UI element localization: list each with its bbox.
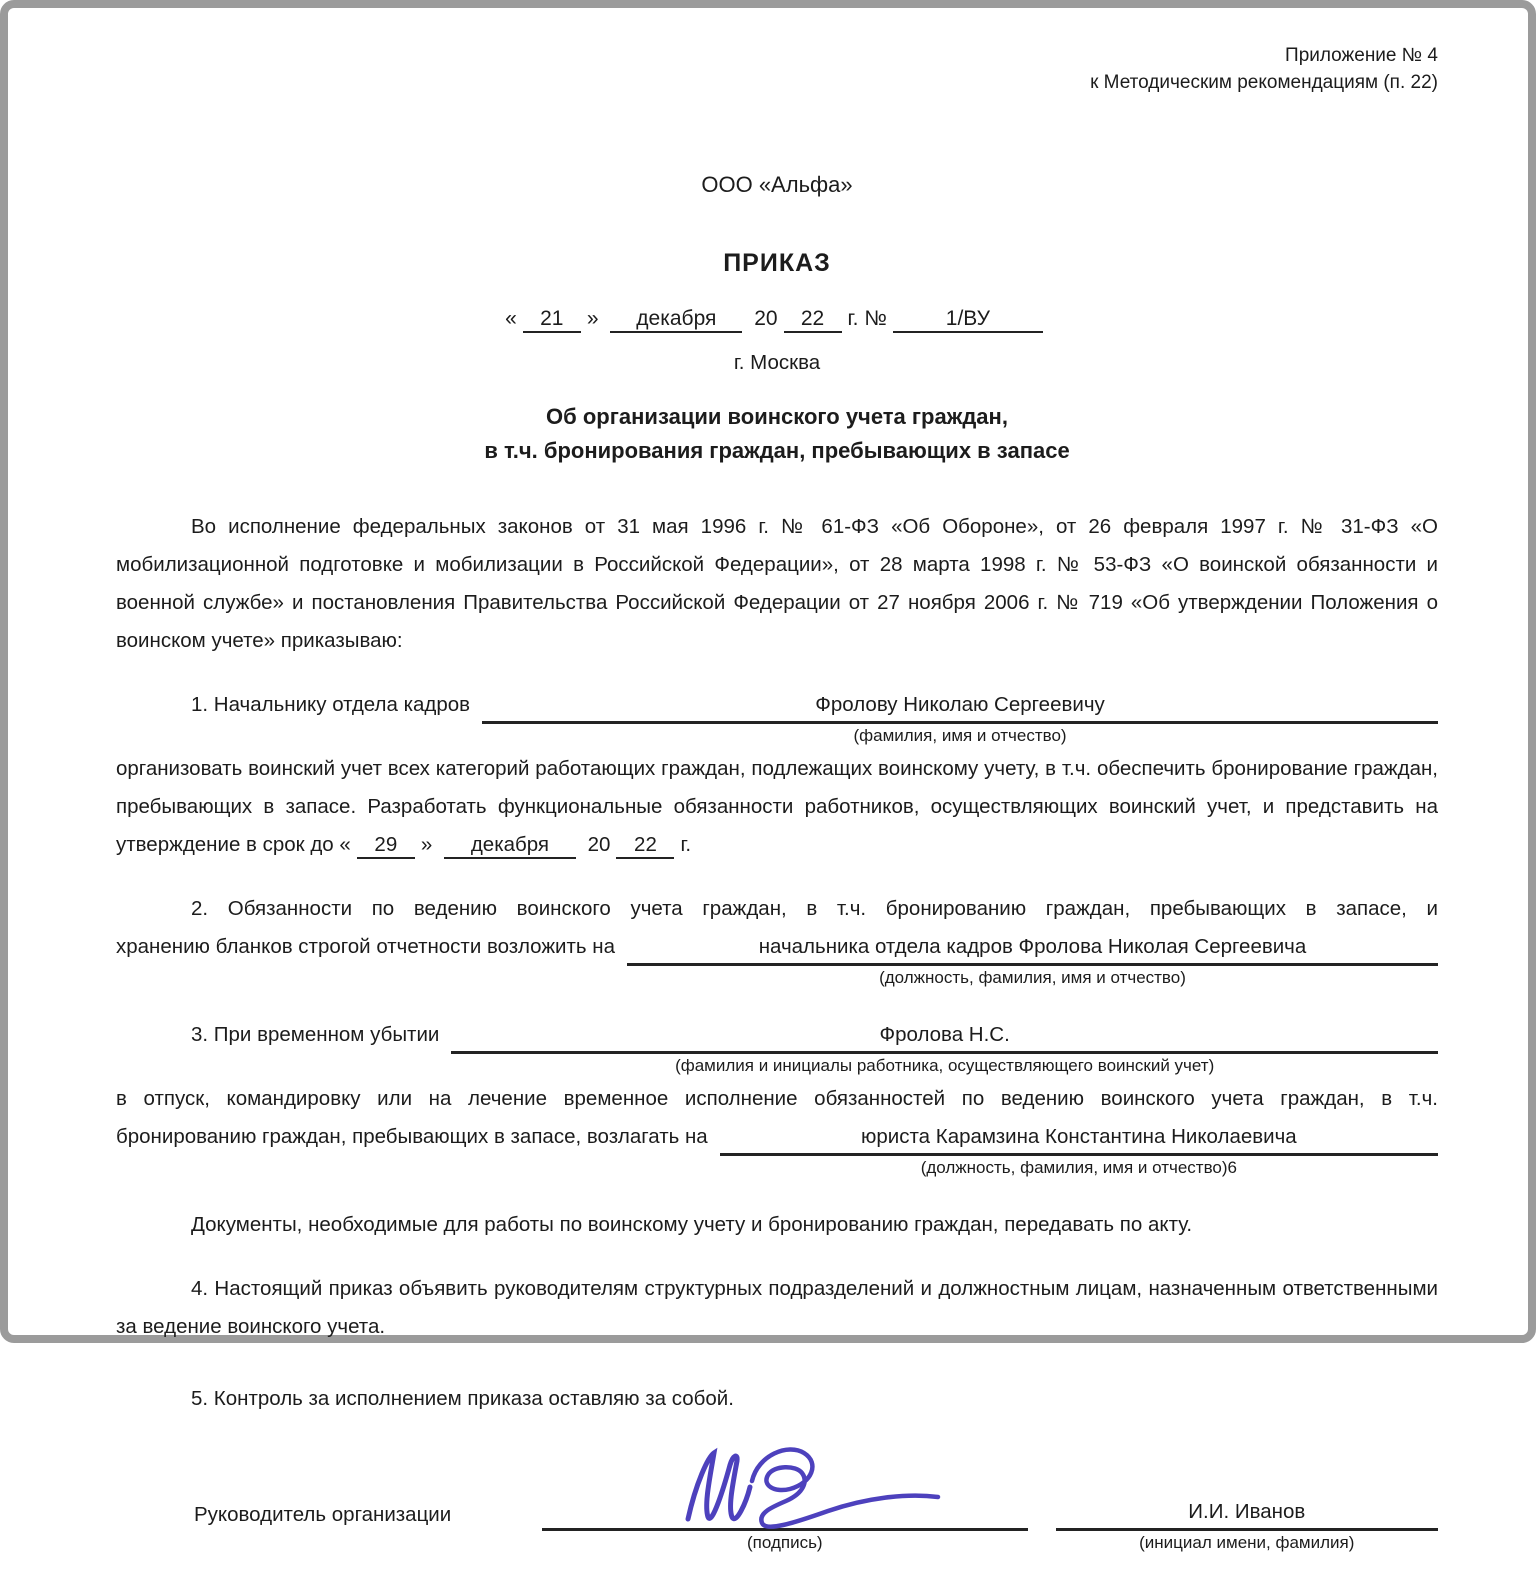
deadline-suffix: г. bbox=[680, 833, 692, 856]
date-century: 20 bbox=[754, 307, 778, 330]
signature-role-caption-spacer bbox=[116, 1531, 542, 1555]
item1-body bbox=[116, 750, 1438, 864]
subject-line2: в т.ч. бронирования граждан, пребывающих в запасе bbox=[484, 438, 1070, 463]
document-title: ПРИКАЗ bbox=[723, 249, 831, 277]
signer-name: И.И. Иванов bbox=[1056, 1496, 1438, 1531]
item3-note: Документы, необходимые для работы по воинскому учету и бронированию граждан, передавать по акту. bbox=[191, 1213, 1193, 1236]
item3-fill2-line bbox=[116, 1118, 1438, 1180]
organization-name: ООО «Альфа» bbox=[701, 172, 853, 197]
signature-role-column bbox=[116, 1499, 542, 1555]
signature-caption: (подпись) bbox=[747, 1533, 823, 1552]
item4-paragraph: 4. Настоящий приказ объявить руководителям структурных подразделений и должностным лицам, назначенным ответственными за ведение воинского учета. bbox=[116, 1277, 1438, 1338]
signature-line-column bbox=[542, 1496, 1028, 1555]
date-close-quote: » bbox=[586, 307, 599, 330]
document-content bbox=[8, 8, 1528, 1585]
item2-fill-value: начальника отдела кадров Фролова Николая Сергеевича bbox=[627, 931, 1438, 966]
signature-block bbox=[116, 1496, 1438, 1555]
date-day-blank: 21 bbox=[523, 307, 581, 333]
item1-fill-caption: (фамилия, имя и отчество) bbox=[853, 726, 1067, 745]
item2-fill-column bbox=[627, 931, 1438, 990]
item1-fill-column bbox=[482, 689, 1438, 748]
item3-fill2-column bbox=[720, 1121, 1438, 1180]
signature-role-label: Руководитель организации bbox=[194, 1503, 452, 1526]
date-year-suffix: г. bbox=[847, 307, 859, 330]
item3-body-line2-lead: бронированию граждан, пребывающих в запасе, возлагать на bbox=[116, 1125, 708, 1148]
date-year-blank: 22 bbox=[784, 307, 842, 333]
preamble-paragraph: Во исполнение федеральных законов от 31 мая 1996 г. № 61-ФЗ «Об Обороне», от 26 февраля 1997 г. № 31-ФЗ «О мобилизационной подготовке и мобилизации в Российской Федерации», от 28 марта 1998 г. № 53-ФЗ «О воинской обязанности и военной службе» и постановления Правительства Российской Федерации от 27 ноября 2006 г. № 719 «Об утверждении Положения о воинском учете» приказываю: bbox=[116, 515, 1438, 652]
item3-fill1-value: Фролова Н.С. bbox=[451, 1019, 1438, 1054]
date-number-line bbox=[116, 300, 1438, 338]
item1-fill-value: Фролову Николаю Сергеевичу bbox=[482, 689, 1438, 724]
item5-paragraph: 5. Контроль за исполнением приказа оставляю за собой. bbox=[191, 1387, 734, 1410]
item1-fill-line bbox=[116, 686, 1438, 748]
deadline-year-blank: 22 bbox=[616, 833, 674, 859]
deadline-open-quote: « bbox=[339, 833, 351, 856]
item2-fill-caption: (должность, фамилия, имя и отчество) bbox=[879, 968, 1186, 987]
deadline-day-blank: 29 bbox=[357, 833, 415, 859]
item2-lead: хранению бланков строгой отчетности возложить на bbox=[116, 935, 615, 958]
item3-fill1-column bbox=[451, 1019, 1438, 1078]
order-number-blank: 1/ВУ bbox=[893, 307, 1043, 333]
appendix-line2: к Методическим рекомендациям (п. 22) bbox=[1090, 72, 1438, 93]
item3-body-line1: в отпуск, командировку или на лечение временное исполнение обязанностей по ведению воинского учета граждан, в т.ч. bbox=[116, 1087, 1438, 1110]
number-sign: № bbox=[864, 307, 887, 330]
item3-fill1-caption: (фамилия и инициалы работника, осуществляющего воинский учет) bbox=[675, 1056, 1215, 1075]
date-open-quote: « bbox=[505, 307, 517, 330]
deadline-close-quote: » bbox=[420, 833, 433, 856]
subject-line1: Об организации воинского учета граждан, bbox=[546, 404, 1008, 429]
item2-fill-line bbox=[116, 928, 1438, 990]
item3-fill2-value: юриста Карамзина Константина Николаевича bbox=[720, 1121, 1438, 1156]
item2-line1: 2. Обязанности по ведению воинского учета граждан, в т.ч. бронированию граждан, пребывающих в запасе, и bbox=[191, 897, 1438, 920]
signer-name-caption: (инициал имени, фамилия) bbox=[1139, 1533, 1355, 1552]
item3-fill2-caption: (должность, фамилия, имя и отчество)6 bbox=[920, 1158, 1237, 1177]
signature-name-column bbox=[1056, 1496, 1438, 1555]
appendix-note bbox=[116, 42, 1438, 96]
subject-heading bbox=[116, 400, 1438, 468]
item1-lead: 1. Начальнику отдела кадров bbox=[191, 693, 471, 716]
item3-lead: 3. При временном убытии bbox=[191, 1023, 440, 1046]
appendix-line1: Приложение № 4 bbox=[1285, 45, 1438, 66]
date-month-blank: декабря bbox=[610, 307, 742, 333]
deadline-month-blank: декабря bbox=[444, 833, 576, 859]
item3-fill-line bbox=[116, 1016, 1438, 1078]
item1-body-text: организовать воинский учет всех категорий работающих граждан, подлежащих воинскому учету, в т.ч. обеспечить бронирование граждан, пребывающих в запасе. Разработать функциональные обязанности работников, осуществляющих воинский учет, и представить на утверждение в срок до bbox=[116, 757, 1438, 856]
deadline-century: 20 bbox=[587, 833, 611, 856]
city-line: г. Москва bbox=[733, 351, 821, 374]
signature-line bbox=[542, 1496, 1028, 1531]
